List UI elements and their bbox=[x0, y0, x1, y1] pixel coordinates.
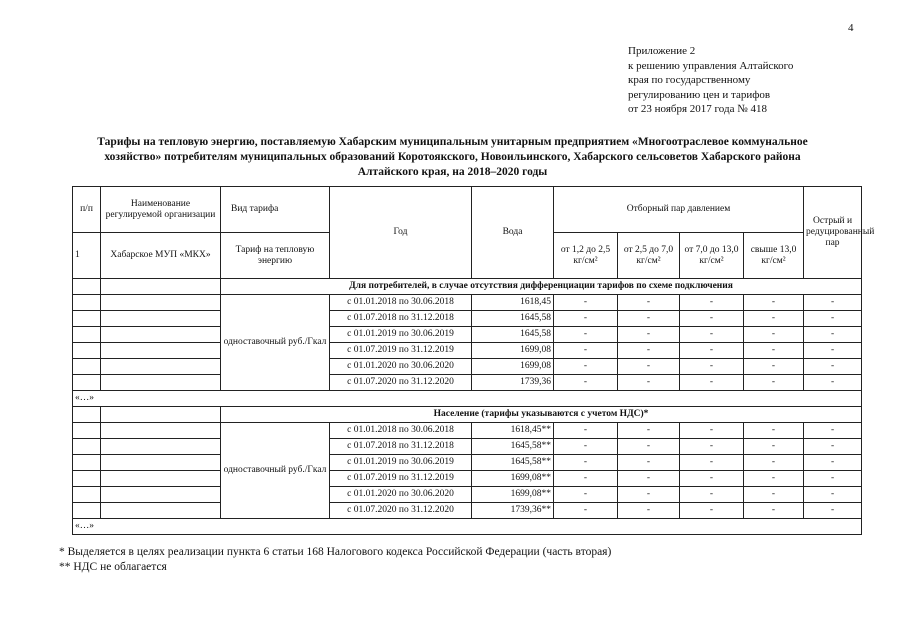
empty-cell bbox=[101, 471, 221, 487]
steam-2-value: - bbox=[618, 359, 680, 375]
appendix-line: к решению управления Алтайского bbox=[628, 59, 794, 72]
water-value: 1699,08 bbox=[472, 359, 554, 375]
org-num: 1 bbox=[73, 233, 101, 279]
steam-2-value: - bbox=[618, 295, 680, 311]
section-title-row bbox=[73, 279, 862, 295]
header-year: Год bbox=[330, 187, 472, 279]
table-row bbox=[73, 375, 862, 391]
ellipsis-row bbox=[73, 391, 862, 407]
acute-steam-value: - bbox=[804, 327, 862, 343]
steam-2-value: - bbox=[618, 311, 680, 327]
empty-cell bbox=[73, 311, 101, 327]
appendix-line: Приложение 2 bbox=[628, 45, 696, 57]
empty-cell bbox=[73, 407, 101, 423]
steam-1-value: - bbox=[554, 375, 618, 391]
ellipsis-text: «…» bbox=[73, 519, 862, 535]
appendix-line: от 23 ноября 2017 года № 418 bbox=[628, 103, 767, 115]
steam-1-value: - bbox=[554, 471, 618, 487]
empty-cell bbox=[101, 423, 221, 439]
footnotes bbox=[59, 545, 611, 575]
steam-1-value: - bbox=[554, 359, 618, 375]
steam-3-value: - bbox=[680, 359, 744, 375]
period-cell: с 01.07.2018 по 31.12.2018 bbox=[330, 439, 472, 455]
steam-4-value: - bbox=[744, 503, 804, 519]
empty-cell bbox=[73, 423, 101, 439]
acute-steam-value: - bbox=[804, 423, 862, 439]
period-cell: с 01.01.2019 по 30.06.2019 bbox=[330, 327, 472, 343]
water-value: 1645,58** bbox=[472, 455, 554, 471]
org-tariff-type: Тариф на тепловую энергию bbox=[221, 233, 330, 279]
header-steam-4: свыше 13,0 кг/см² bbox=[744, 233, 804, 279]
appendix-line: регулированию цен и тарифов bbox=[628, 88, 771, 101]
table-row bbox=[73, 359, 862, 375]
steam-1-value: - bbox=[554, 455, 618, 471]
header-type: Вид тарифа bbox=[221, 187, 330, 233]
steam-1-value: - bbox=[554, 439, 618, 455]
header-steam-2: от 2,5 до 7,0 кг/см² bbox=[618, 233, 680, 279]
steam-1-value: - bbox=[554, 295, 618, 311]
period-cell: с 01.01.2020 по 30.06.2020 bbox=[330, 359, 472, 375]
acute-steam-value: - bbox=[804, 311, 862, 327]
water-value: 1618,45** bbox=[472, 423, 554, 439]
water-value: 1699,08 bbox=[472, 343, 554, 359]
steam-2-value: - bbox=[618, 327, 680, 343]
ellipsis-text: «…» bbox=[73, 391, 862, 407]
steam-3-value: - bbox=[680, 487, 744, 503]
empty-cell bbox=[101, 439, 221, 455]
steam-2-value: - bbox=[618, 343, 680, 359]
empty-cell bbox=[101, 375, 221, 391]
empty-cell bbox=[101, 503, 221, 519]
water-value: 1618,45 bbox=[472, 295, 554, 311]
footnote: ** НДС не облагается bbox=[59, 561, 167, 573]
steam-2-value: - bbox=[618, 471, 680, 487]
table-row bbox=[73, 439, 862, 455]
header-steam-3: от 7,0 до 13,0 кг/см² bbox=[680, 233, 744, 279]
water-value: 1739,36** bbox=[472, 503, 554, 519]
steam-4-value: - bbox=[744, 439, 804, 455]
empty-cell bbox=[73, 487, 101, 503]
water-value: 1645,58 bbox=[472, 311, 554, 327]
steam-2-value: - bbox=[618, 487, 680, 503]
table-row bbox=[73, 311, 862, 327]
steam-3-value: - bbox=[680, 439, 744, 455]
empty-cell bbox=[73, 503, 101, 519]
rate-label: одноставочный руб./Гкал bbox=[221, 295, 330, 391]
period-cell: с 01.01.2018 по 30.06.2018 bbox=[330, 295, 472, 311]
steam-4-value: - bbox=[744, 311, 804, 327]
steam-4-value: - bbox=[744, 295, 804, 311]
empty-cell bbox=[73, 439, 101, 455]
title-line: Алтайского края, на 2018–2020 годы bbox=[357, 166, 548, 178]
empty-cell bbox=[73, 327, 101, 343]
header-num: п/п bbox=[73, 187, 101, 233]
steam-4-value: - bbox=[744, 375, 804, 391]
steam-2-value: - bbox=[618, 503, 680, 519]
header-row bbox=[73, 187, 862, 233]
acute-steam-value: - bbox=[804, 439, 862, 455]
steam-3-value: - bbox=[680, 423, 744, 439]
steam-3-value: - bbox=[680, 311, 744, 327]
empty-cell bbox=[73, 455, 101, 471]
period-cell: с 01.07.2019 по 31.12.2019 bbox=[330, 343, 472, 359]
period-cell: с 01.07.2020 по 31.12.2020 bbox=[330, 503, 472, 519]
steam-3-value: - bbox=[680, 343, 744, 359]
empty-cell bbox=[101, 359, 221, 375]
header-acute-steam: Острый и редуцированный пар bbox=[804, 187, 862, 279]
period-cell: с 01.07.2019 по 31.12.2019 bbox=[330, 471, 472, 487]
empty-cell bbox=[101, 295, 221, 311]
page-number: 4 bbox=[848, 22, 854, 34]
table-row bbox=[73, 503, 862, 519]
header-water: Вода bbox=[472, 187, 554, 279]
steam-1-value: - bbox=[554, 487, 618, 503]
steam-2-value: - bbox=[618, 439, 680, 455]
water-value: 1699,08** bbox=[472, 471, 554, 487]
footnote: * Выделяется в целях реализации пункта 6 статьи 168 Налогового кодекса Российской Федерации (часть вторая) bbox=[59, 546, 612, 558]
steam-3-value: - bbox=[680, 471, 744, 487]
period-cell: с 01.01.2018 по 30.06.2018 bbox=[330, 423, 472, 439]
steam-3-value: - bbox=[680, 455, 744, 471]
steam-4-value: - bbox=[744, 359, 804, 375]
water-value: 1739,36 bbox=[472, 375, 554, 391]
section-title: Население (тарифы указываются с учетом НДС)* bbox=[221, 407, 862, 423]
empty-cell bbox=[73, 343, 101, 359]
acute-steam-value: - bbox=[804, 471, 862, 487]
appendix-note bbox=[628, 44, 793, 117]
water-value: 1699,08** bbox=[472, 487, 554, 503]
table-row bbox=[73, 471, 862, 487]
empty-cell bbox=[101, 487, 221, 503]
steam-1-value: - bbox=[554, 343, 618, 359]
empty-cell bbox=[101, 455, 221, 471]
acute-steam-value: - bbox=[804, 455, 862, 471]
table-row bbox=[73, 327, 862, 343]
steam-3-value: - bbox=[680, 503, 744, 519]
period-cell: с 01.07.2018 по 31.12.2018 bbox=[330, 311, 472, 327]
empty-cell bbox=[101, 343, 221, 359]
title-line: Тарифы на тепловую энергию, поставляемую Хабарским муниципальным унитарным предприятием «Многоотраслевое коммунальное bbox=[97, 136, 808, 148]
period-cell: с 01.01.2020 по 30.06.2020 bbox=[330, 487, 472, 503]
empty-cell bbox=[73, 295, 101, 311]
steam-1-value: - bbox=[554, 503, 618, 519]
document-title bbox=[40, 135, 865, 180]
steam-1-value: - bbox=[554, 311, 618, 327]
empty-cell bbox=[101, 279, 221, 295]
empty-cell bbox=[101, 311, 221, 327]
period-cell: с 01.07.2020 по 31.12.2020 bbox=[330, 375, 472, 391]
empty-cell bbox=[101, 327, 221, 343]
steam-3-value: - bbox=[680, 295, 744, 311]
table-row bbox=[73, 343, 862, 359]
steam-3-value: - bbox=[680, 375, 744, 391]
header-org: Наименование регулируемой организации bbox=[101, 187, 221, 233]
acute-steam-value: - bbox=[804, 375, 862, 391]
section-title: Для потребителей, в случае отсутствия дифференциации тарифов по схеме подключения bbox=[221, 279, 862, 295]
header-steam-group: Отборный пар давлением bbox=[554, 187, 804, 233]
table-row bbox=[73, 455, 862, 471]
steam-4-value: - bbox=[744, 327, 804, 343]
water-value: 1645,58 bbox=[472, 327, 554, 343]
org-name: Хабарское МУП «МКХ» bbox=[101, 233, 221, 279]
steam-4-value: - bbox=[744, 471, 804, 487]
table-row bbox=[73, 423, 862, 439]
empty-cell bbox=[73, 359, 101, 375]
steam-2-value: - bbox=[618, 423, 680, 439]
header-steam-1: от 1,2 до 2,5 кг/см² bbox=[554, 233, 618, 279]
steam-4-value: - bbox=[744, 487, 804, 503]
steam-1-value: - bbox=[554, 327, 618, 343]
acute-steam-value: - bbox=[804, 343, 862, 359]
rate-label: одноставочный руб./Гкал bbox=[221, 423, 330, 519]
steam-4-value: - bbox=[744, 343, 804, 359]
table-row bbox=[73, 295, 862, 311]
title-line: хозяйство» потребителям муниципальных образований Коротоякского, Новоильинского, Хабарского сельсоветов Хабарского района bbox=[104, 151, 801, 163]
steam-2-value: - bbox=[618, 455, 680, 471]
steam-4-value: - bbox=[744, 455, 804, 471]
water-value: 1645,58** bbox=[472, 439, 554, 455]
appendix-line: края по государственному bbox=[628, 74, 751, 86]
steam-2-value: - bbox=[618, 375, 680, 391]
acute-steam-value: - bbox=[804, 359, 862, 375]
empty-cell bbox=[101, 407, 221, 423]
empty-cell bbox=[73, 279, 101, 295]
empty-cell bbox=[73, 375, 101, 391]
empty-cell bbox=[73, 471, 101, 487]
period-cell: с 01.01.2019 по 30.06.2019 bbox=[330, 455, 472, 471]
section-title-row bbox=[73, 407, 862, 423]
tariff-table bbox=[72, 186, 875, 535]
acute-steam-value: - bbox=[804, 487, 862, 503]
steam-1-value: - bbox=[554, 423, 618, 439]
acute-steam-value: - bbox=[804, 295, 862, 311]
acute-steam-value: - bbox=[804, 503, 862, 519]
steam-3-value: - bbox=[680, 327, 744, 343]
steam-4-value: - bbox=[744, 423, 804, 439]
ellipsis-row bbox=[73, 519, 862, 535]
table-row bbox=[73, 487, 862, 503]
